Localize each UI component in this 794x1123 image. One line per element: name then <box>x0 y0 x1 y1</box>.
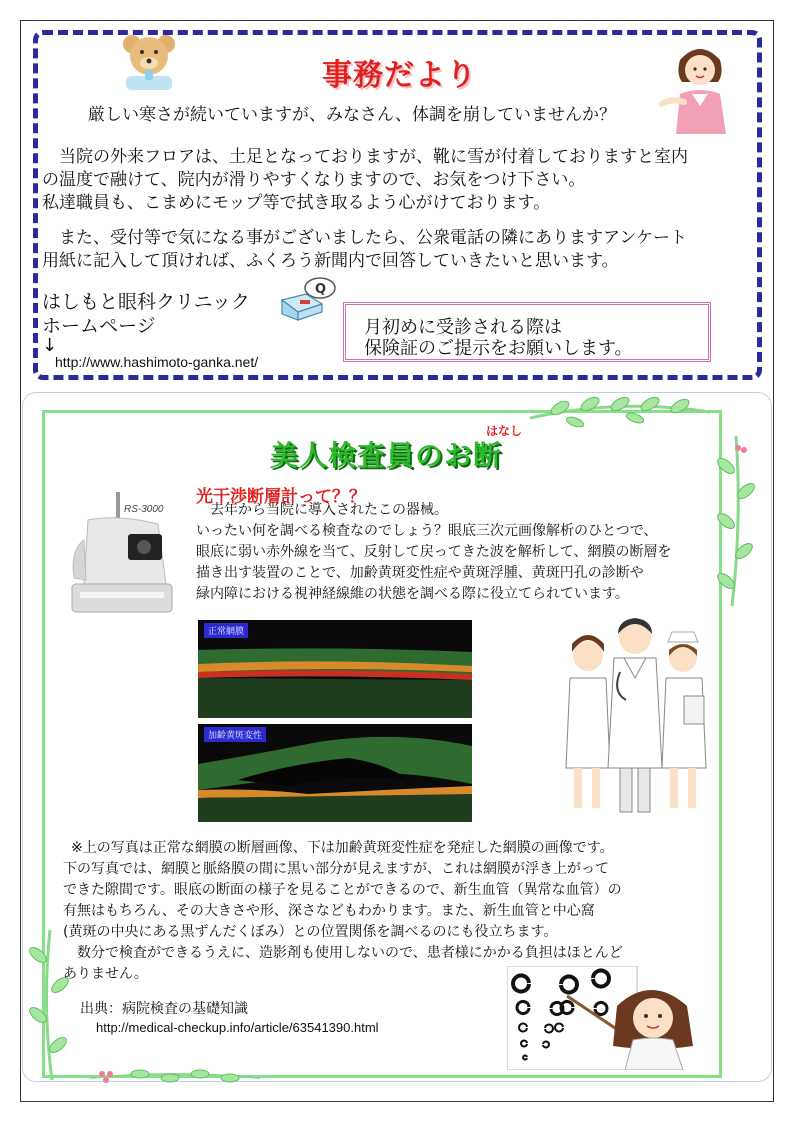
paragraph-line: 用紙に記入して頂ければ、ふくろう新聞内で回答していきたいと思います。 <box>42 251 619 271</box>
paragraph-line: 緑内障における視神経線維の状態を調べる際に役立てられています。 <box>196 586 629 602</box>
homepage-link[interactable]: http://www.hashimoto-ganka.net/ <box>55 354 259 370</box>
paragraph-line: できた隙間です。眼底の断面の様子を見ることができるので、新生血管（異常な血管）の <box>63 882 622 898</box>
paragraph-line: (黄斑の中央にある黒ずんだくぼみ）との位置関係を調べるのにも役立ちます。 <box>63 924 558 940</box>
arrow-down-icon: ↓ <box>42 335 58 356</box>
oct-amd-retina-image <box>198 724 472 822</box>
paragraph-line: 去年から当院に導入されたこの器械。 <box>210 502 448 518</box>
oct-device-illustration-icon <box>58 490 184 618</box>
oct-intro-paragraph <box>196 500 671 605</box>
oct-normal-retina-image <box>198 620 472 718</box>
office-news-title: 事務だより <box>322 58 477 93</box>
paragraph-line: 眼底に弱い赤外線を当て、反射して戻ってきた波を解析して、網膜の断層を <box>196 544 672 560</box>
survey-paragraph <box>42 227 687 273</box>
leaf-vine-top-right-icon <box>530 394 710 434</box>
paragraph-line: 有無はもちろん、その大きさや形、深さなどもわかります。また、新生血管と中心窩 <box>63 903 595 919</box>
paragraph-line: ※上の写真は正常な網膜の断層画像、下は加齢黄斑変性症を発症した網膜の画像です。 <box>71 840 614 856</box>
clinic-name: はしもと眼科クリニック <box>42 291 250 313</box>
device-brand-label: RS-3000 <box>124 504 164 515</box>
homepage-label: ホームページ <box>42 315 156 337</box>
paragraph-line: 数分で検査ができるうえに、造影剤も使用しないので、患者様にかかる負担はほとんど <box>77 945 623 961</box>
paragraph-line: 描き出す装置のことで、加齢黄斑変性症や黄斑浮腫、黄斑円孔の診断や <box>196 565 644 581</box>
paragraph-line: 当院の外来フロアは、土足となっておりますが、靴に雪が付着しておりますと室内 <box>59 147 688 167</box>
image-label: 正常網膜 <box>204 623 248 638</box>
bear-illustration-icon <box>118 32 180 92</box>
floor-notice-paragraph <box>42 146 688 215</box>
receptionist-illustration-icon <box>652 42 752 134</box>
notice-line: 月初めに受診される際は <box>364 317 562 338</box>
paragraph-line: いったい何を調べる検査なのでしょう？眼底三次元画像解析のひとつで、 <box>196 523 658 539</box>
greeting-text: 厳しい寒さが続いていますが、みなさん、体調を崩していませんか？ <box>88 105 617 125</box>
source-link[interactable]: http://medical-checkup.info/article/63541390.html <box>96 1020 379 1035</box>
clinic-homepage-block <box>42 290 250 338</box>
leaf-vine-right-icon <box>712 436 756 606</box>
paragraph-line: 私達職員も、こまめにモップ等で拭き取るよう心がけております。 <box>42 193 551 213</box>
flower-vine-bottom-icon <box>90 1064 260 1088</box>
paragraph-line: 下の写真では、網膜と脈絡膜の間に黒い部分が見えますが、これは網膜が浮き上がって <box>63 861 609 877</box>
oct-heading: 光干渉断層計って？？ <box>196 487 366 507</box>
oct-explanation-paragraph <box>63 838 623 985</box>
mailbox-letter: Q <box>315 282 327 297</box>
source-label: 出典：病院検査の基礎知識 <box>80 1001 248 1017</box>
paragraph-line: ありません。 <box>63 966 148 982</box>
eye-chart-nurse-illustration-icon <box>507 966 699 1070</box>
question-mailbox-icon <box>276 276 338 322</box>
image-label: 加齢黄斑変性 <box>204 727 266 742</box>
medical-staff-illustration-icon <box>560 612 710 818</box>
notice-line: 保険証のご提示をお願いします。 <box>364 338 633 359</box>
title-ruby: はなし <box>486 424 523 438</box>
paragraph-line: の温度で融けて、院内が滑りやすくなりますので、お気をつけ下さい。 <box>42 170 586 190</box>
paragraph-line: また、受付等で気になる事がございましたら、公衆電話の隣にありますアンケート <box>59 228 687 248</box>
insurance-card-notice <box>343 302 711 362</box>
article-title: 美人検査員のお断 <box>270 439 503 472</box>
